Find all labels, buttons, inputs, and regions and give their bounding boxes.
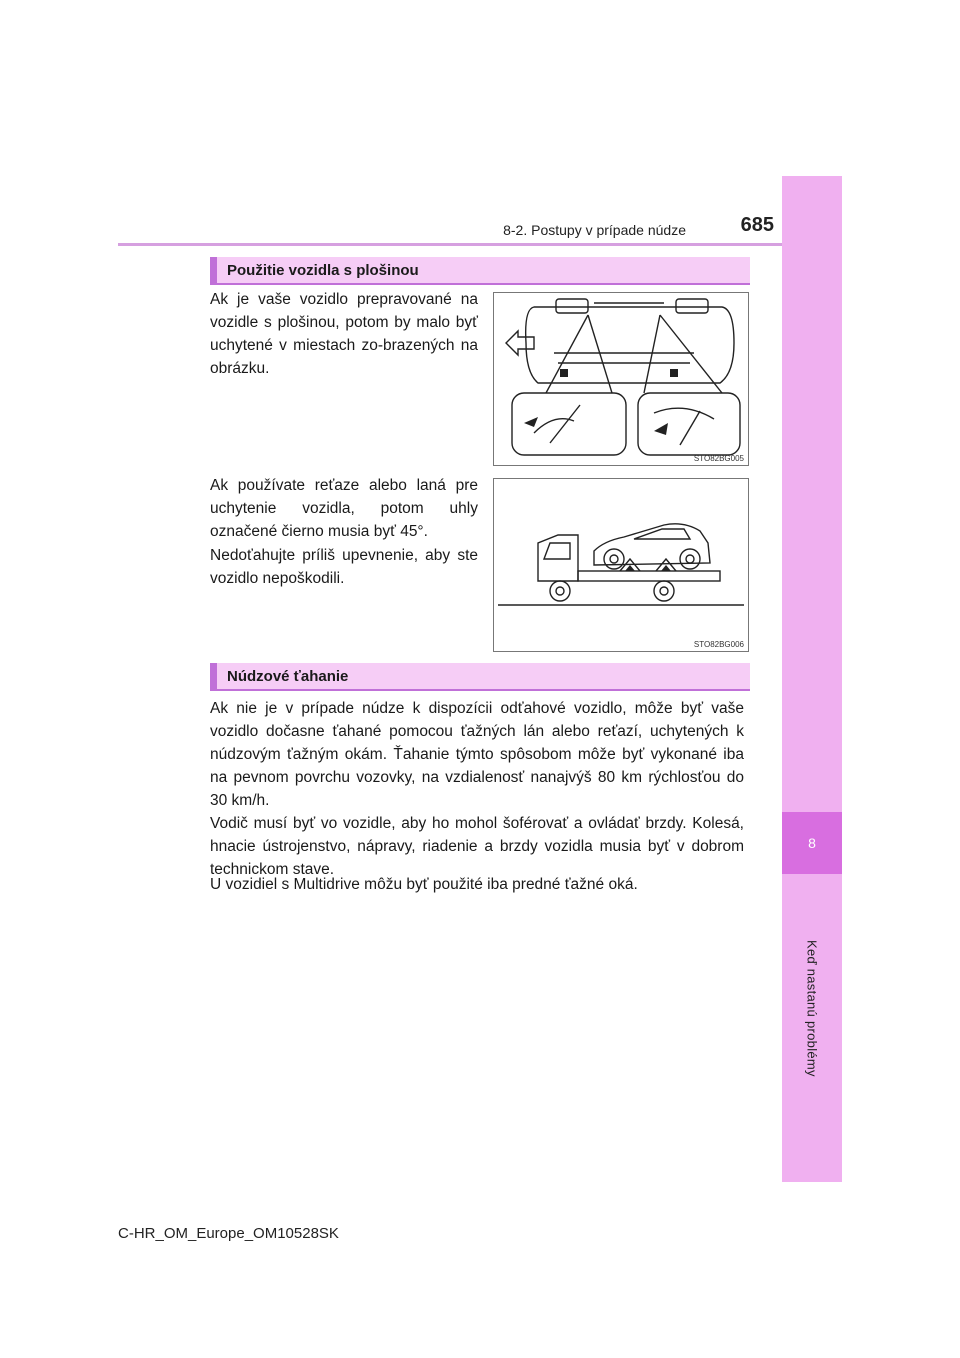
chapter-title <box>786 878 838 1138</box>
header-rule <box>118 243 782 246</box>
header-section-title: 8-2. Postupy v prípade núdze <box>503 222 686 238</box>
chapter-title-text: Keď nastanú problémy <box>804 939 820 1077</box>
paragraph-towing-1: Ak nie je v prípade núdze k dispozícii odťahové vozidlo, môže byť vaše vozidlo dočasne ťahané pomocou ťažných lán alebo reťazí, uchytených k núdzovým ťažným okám. Ťahanie týmto spôsobom môže byť vykonané iba na pevnom povrchu vozovky, na vzdialenosť nanajvýš 80 km rýchlosťou do 30 km/h. <box>210 700 744 809</box>
paragraph-flatbed-1: Ak je vaše vozidlo prepravované na vozidle s plošinou, potom by malo byť uchytené v miestach zo-brazených na obrázku. <box>210 291 478 377</box>
document-code: C-HR_OM_Europe_OM10528SK <box>118 1225 339 1242</box>
section-heading-flatbed: Použitie vozidla s plošinou <box>210 257 750 285</box>
paragraph-towing-2: Vodič musí byť vo vozidle, aby ho mohol šoférovať a ovládať brzdy. Kolesá, hnacie ústrojenstvo, nápravy, riadenie a brzdy vozidla musia byť v dobrom technickom stave. <box>210 815 744 878</box>
tiedown-illustration <box>494 293 748 465</box>
paragraph-flatbed-2: Ak používate reťaze alebo laná pre uchytenie vozidla, potom uhly označené čierno musia byť 45°. <box>210 477 478 540</box>
flatbed-truck-illustration <box>494 479 748 651</box>
paragraph-flatbed-3: Nedoťahujte príliš upevnenie, aby ste vozidlo nepoškodili. <box>210 547 478 587</box>
figure-tiedown-points <box>493 292 749 466</box>
figure-code-2: STO82BG006 <box>693 640 744 649</box>
page-number: 685 <box>740 214 774 236</box>
paragraph-towing-3: U vozidiel s Multidrive môžu byť použité iba predné ťažné oká. <box>210 876 638 893</box>
figure-code-1: STO82BG005 <box>693 454 744 463</box>
figure-flatbed-truck <box>493 478 749 652</box>
section-heading-emergency-towing: Núdzové ťahanie <box>210 663 750 691</box>
chapter-number: 8 <box>782 812 842 874</box>
